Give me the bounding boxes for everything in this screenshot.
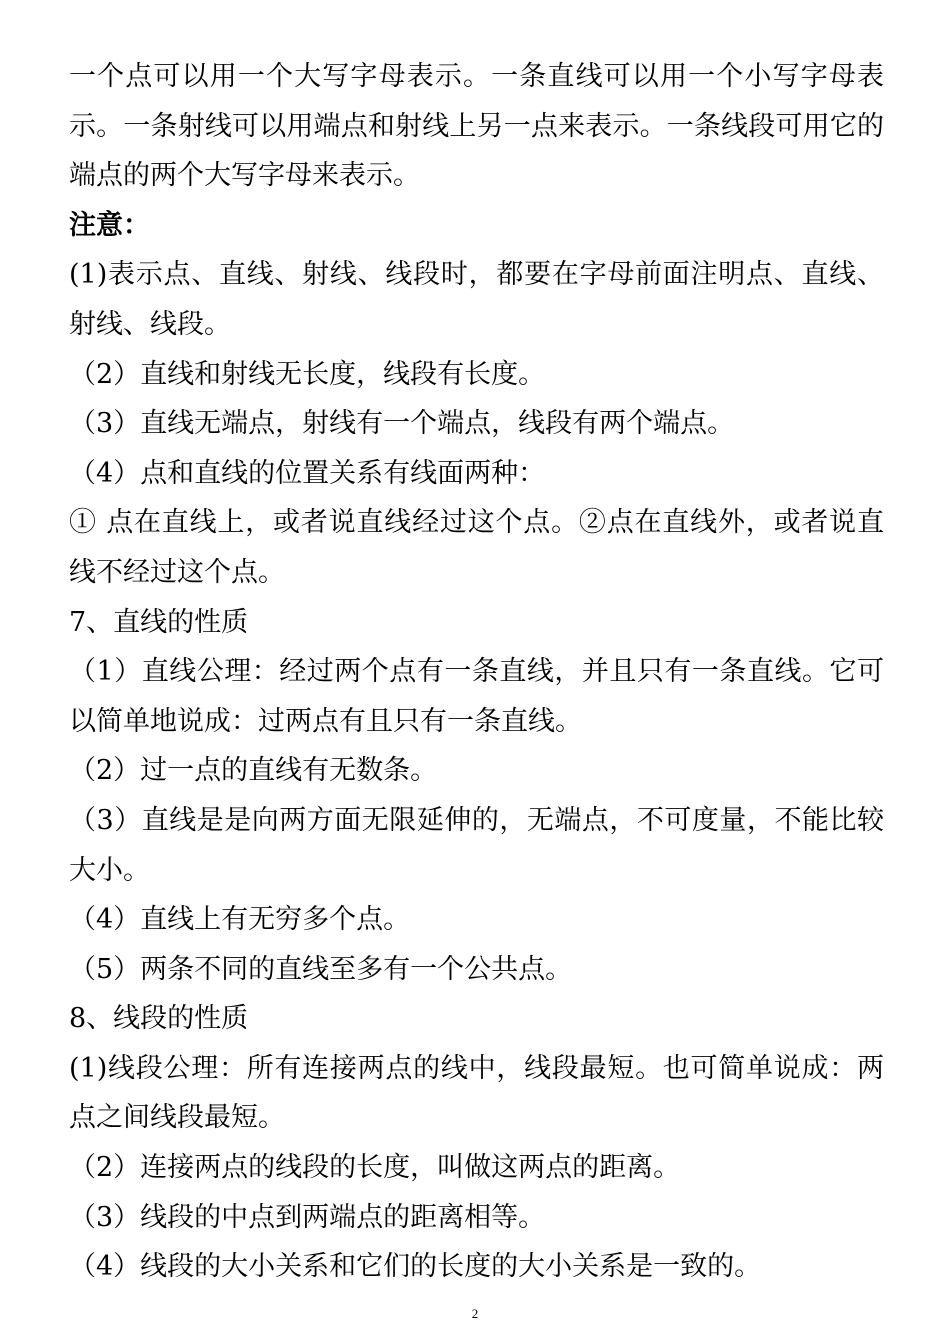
line-property-1: （1）直线公理：经过两个点有一条直线，并且只有一条直线。它可以简单地说成：过两点有且只有一条直线。 [69, 656, 884, 737]
section-heading-segment-properties: 8、线段的性质 [69, 1003, 249, 1035]
note-item-4: （4）点和直线的位置关系有线面两种： [69, 457, 546, 489]
segment-property-3: （3）线段的中点到两端点的距离相等。 [69, 1201, 546, 1233]
segment-property-1: (1)线段公理：所有连接两点的线中，线段最短。也可简单说成：两点之间线段最短。 [69, 1052, 884, 1134]
note-item-2: （2）直线和射线无长度，线段有长度。 [69, 358, 546, 390]
page-content [69, 52, 884, 1292]
paragraph-point-line-notation: 一个点可以用一个大写字母表示。一条直线可以用一个小写字母表示。一条射线可以用端点和射线上另一点来表示。一条线段可用它的端点的两个大写字母来表示。 [69, 61, 884, 192]
note-item-4-detail: ① 点在直线上，或者说直线经过这个点。②点在直线外，或者说直线不经过这个点。 [69, 507, 884, 588]
line-property-4: （4）直线上有无穷多个点。 [69, 904, 411, 936]
segment-property-4: （4）线段的大小关系和它们的长度的大小关系是一致的。 [69, 1251, 762, 1283]
line-property-2: （2）过一点的直线有无数条。 [69, 755, 438, 787]
note-item-1: (1)表示点、直线、射线、线段时，都要在字母前面注明点、直线、射线、线段。 [69, 259, 884, 340]
line-property-5: （5）两条不同的直线至多有一个公共点。 [69, 953, 573, 985]
line-property-3: （3）直线是是向两方面无限延伸的，无端点，不可度量，不能比较大小。 [69, 804, 884, 886]
page-number: 2 [471, 1306, 479, 1321]
note-item-3: （3）直线无端点，射线有一个端点，线段有两个端点。 [69, 408, 735, 440]
section-heading-line-properties: 7、直线的性质 [69, 606, 249, 638]
segment-property-2: （2）连接两点的线段的长度，叫做这两点的距离。 [69, 1152, 681, 1184]
note-heading: 注意： [69, 209, 150, 241]
